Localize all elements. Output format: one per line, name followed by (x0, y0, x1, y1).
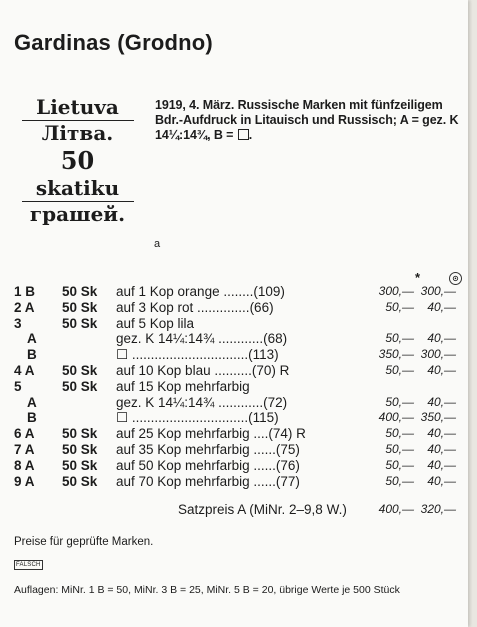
table-row (14, 300, 464, 316)
stamp-number: B (27, 410, 37, 426)
stamp-description: auf 5 Kop lila (116, 315, 195, 331)
stamp-number: A (27, 394, 37, 410)
price-used: 40,— (427, 426, 456, 441)
set-price-unused: 400,— (378, 502, 414, 516)
stamp-description: auf 50 Kop mehrfarbig ......(76) (116, 457, 300, 473)
stamp-number: 6 A (14, 426, 35, 442)
price-unused: 350,— (378, 347, 414, 362)
table-row (14, 458, 464, 474)
stamp-value: 50 Sk (62, 457, 98, 473)
price-unused: 50,— (385, 473, 414, 488)
stamp-description: auf 10 Kop blau ..........(70) R (116, 362, 290, 378)
set-price-text: Satzpreis A (MiNr. 2–9,8 W.) (178, 502, 347, 517)
table-row (14, 395, 464, 411)
table-row (14, 331, 464, 347)
stamp-number: 4 A (14, 362, 35, 378)
stamp-description: auf 3 Kop rot ..............(66) (116, 299, 274, 315)
price-used: 40,— (427, 362, 456, 377)
price-used: 40,— (427, 299, 456, 314)
price-unused: 400,— (378, 410, 414, 425)
page-title: Gardinas (Grodno) (14, 30, 213, 55)
stamp-number: 7 A (14, 441, 35, 457)
unused-header: * (415, 270, 421, 285)
stamp-value: 50 Sk (62, 284, 98, 299)
table-row (14, 426, 464, 442)
table-row (14, 410, 464, 426)
falsch-badge: FALSCH (16, 562, 41, 568)
price-used: 300,— (420, 347, 456, 362)
price-used: 350,— (420, 410, 456, 425)
stamp-number: 3 (14, 315, 22, 331)
price-unused: 50,— (385, 331, 414, 346)
stamp-value: 50 Sk (62, 426, 98, 442)
stamp-number: A (27, 331, 37, 347)
price-unused: 50,— (385, 394, 414, 409)
table-row (14, 474, 464, 490)
issue-description-text: 1919, 4. März. Russische Marken mit fünfzeiligem Bdr.-Aufdruck in Litauisch und Russisch; A = gez. K 14¼:14¾, B = (155, 98, 459, 142)
table-row (14, 442, 464, 458)
table-row (14, 347, 464, 363)
stamp-value: 50 Sk (62, 315, 98, 331)
stamp-description: auf 25 Kop mehrfarbig ....(74) R (116, 426, 306, 442)
table-row (14, 363, 464, 379)
overprint-line-5: грашей. (29, 202, 126, 226)
overprint-line-3: 50 (60, 146, 95, 175)
price-used: 40,— (427, 331, 456, 346)
price-unused: 50,— (385, 362, 414, 377)
overprint-line-1: Lietuva (36, 95, 119, 119)
stamp-description: auf 15 Kop mehrfarbig (116, 378, 250, 394)
stamp-value: 50 Sk (62, 299, 98, 315)
stamp-value: 50 Sk (62, 441, 98, 457)
stamp-description: ☐ ...............................(115) (116, 410, 279, 426)
price-used: 40,— (427, 394, 456, 409)
checked-note: Preise für geprüfte Marken. (14, 536, 154, 548)
price-used: 300,— (420, 284, 456, 298)
table-row (14, 284, 464, 300)
stamp-number: 5 (14, 378, 22, 394)
price-unused: 50,— (385, 426, 414, 441)
stamp-number: 2 A (14, 299, 35, 315)
stamp-value: 50 Sk (62, 378, 98, 394)
stamp-description: auf 35 Kop mehrfarbig ......(75) (116, 441, 300, 457)
price-unused: 300,— (378, 284, 414, 298)
overprint-illustration (15, 95, 140, 227)
overprint-line-4: skatiku (35, 176, 120, 200)
stamp-description: ☐ ...............................(113) (116, 347, 279, 363)
figure-label: a (154, 238, 161, 250)
stamp-number: B (27, 347, 37, 363)
price-unused: 50,— (385, 457, 414, 472)
stamp-number: 9 A (14, 473, 35, 489)
stamp-value: 50 Sk (62, 362, 98, 378)
stamp-description: gez. K 14¼:14¾ ............(72) (116, 394, 288, 410)
set-price-used: 320,— (420, 502, 456, 516)
price-used: 40,— (427, 457, 456, 472)
stamp-description: gez. K 14¼:14¾ ............(68) (116, 331, 288, 347)
stamp-description: auf 1 Kop orange ........(109) (116, 284, 285, 299)
used-header-icon: ⊙ (449, 272, 462, 285)
table-row (14, 316, 464, 332)
price-used: 40,— (427, 441, 456, 456)
set-price-row (14, 502, 464, 518)
issue-description: 1919, 4. März. Russische Marken mit fünfzeiligem Bdr.-Aufdruck in Litauisch und Russisch; A = gez. K 14¼:14¾, B = . (155, 98, 459, 142)
price-used: 40,— (427, 473, 456, 488)
overprint-line-2: Літва. (41, 121, 114, 145)
editions-note: Auflagen: MiNr. 1 B = 50, MiNr. 3 B = 25, MiNr. 5 B = 20, übrige Werte je 500 Stück (14, 584, 400, 596)
stamp-value: 50 Sk (62, 473, 98, 489)
table-row (14, 379, 464, 395)
price-unused: 50,— (385, 299, 414, 314)
stamp-description: auf 70 Kop mehrfarbig ......(77) (116, 473, 300, 489)
price-table (14, 284, 464, 489)
price-unused: 50,— (385, 441, 414, 456)
stamp-number: 1 B (14, 284, 36, 299)
imperforate-square-icon (238, 129, 249, 140)
stamp-number: 8 A (14, 457, 35, 473)
